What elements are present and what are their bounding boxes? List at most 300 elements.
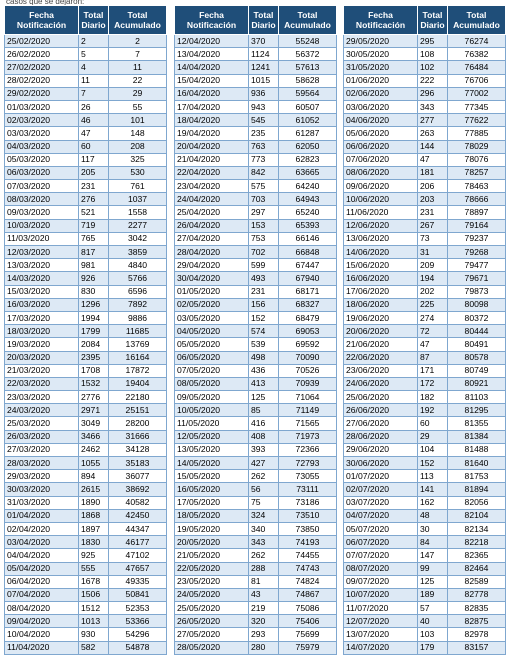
- table-row: [344, 457, 506, 470]
- date-cell: 09/03/2020: [5, 206, 79, 219]
- date-cell: 02/07/2020: [344, 483, 418, 496]
- daily-total-cell: 1055: [79, 457, 109, 470]
- daily-total-cell: 231: [249, 285, 279, 298]
- table-row: [5, 298, 167, 311]
- daily-total-cell: 26: [79, 100, 109, 113]
- date-cell: 05/03/2020: [5, 153, 79, 166]
- cumulative-total-cell: 31666: [109, 430, 167, 443]
- date-cell: 20/05/2020: [175, 536, 249, 549]
- table-row: [5, 180, 167, 193]
- date-cell: 26/06/2020: [344, 404, 418, 417]
- table-row: [344, 575, 506, 588]
- cases-table-1: [4, 5, 167, 655]
- cumulative-total-cell: 19404: [109, 377, 167, 390]
- cumulative-total-cell: 42450: [109, 509, 167, 522]
- table-row: [344, 193, 506, 206]
- daily-total-cell: 203: [418, 193, 448, 206]
- table-row: [5, 351, 167, 364]
- date-cell: 28/05/2020: [175, 641, 249, 654]
- cumulative-total-cell: 78897: [448, 206, 506, 219]
- daily-total-cell: 152: [418, 457, 448, 470]
- date-cell: 11/07/2020: [344, 602, 418, 615]
- table-row: [5, 114, 167, 127]
- daily-total-cell: 763: [249, 140, 279, 153]
- daily-total-cell: 225: [418, 298, 448, 311]
- cumulative-total-cell: 6596: [109, 285, 167, 298]
- date-cell: 01/06/2020: [344, 74, 418, 87]
- date-cell: 13/06/2020: [344, 232, 418, 245]
- cumulative-total-cell: 46177: [109, 536, 167, 549]
- cumulative-total-cell: 82589: [448, 575, 506, 588]
- cumulative-total-cell: 79237: [448, 232, 506, 245]
- daily-total-cell: 288: [249, 562, 279, 575]
- cumulative-total-cell: 9886: [109, 311, 167, 324]
- table-row: [175, 430, 337, 443]
- date-cell: 03/07/2020: [344, 496, 418, 509]
- cumulative-total-cell: 69592: [279, 338, 337, 351]
- table-row: [5, 325, 167, 338]
- table-row: [175, 127, 337, 140]
- cumulative-total-cell: 50841: [109, 588, 167, 601]
- date-cell: 15/03/2020: [5, 285, 79, 298]
- daily-total-cell: 48: [418, 509, 448, 522]
- cumulative-total-cell: 81355: [448, 417, 506, 430]
- cumulative-total-cell: 66848: [279, 246, 337, 259]
- table-row: [344, 206, 506, 219]
- date-cell: 16/03/2020: [5, 298, 79, 311]
- cumulative-total-cell: 82104: [448, 509, 506, 522]
- daily-total-cell: 46: [79, 114, 109, 127]
- date-cell: 15/06/2020: [344, 259, 418, 272]
- table-row: [5, 259, 167, 272]
- cumulative-total-cell: 101: [109, 114, 167, 127]
- cumulative-total-cell: 82134: [448, 522, 506, 535]
- cumulative-total-cell: 70939: [279, 377, 337, 390]
- daily-total-cell: 493: [249, 272, 279, 285]
- table-row: [344, 509, 506, 522]
- daily-total-cell: 3466: [79, 430, 109, 443]
- cumulative-total-cell: 78463: [448, 180, 506, 193]
- daily-total-cell: 141: [418, 483, 448, 496]
- table-row: [5, 246, 167, 259]
- cumulative-total-cell: 49335: [109, 575, 167, 588]
- daily-total-cell: 280: [249, 641, 279, 654]
- date-cell: 30/06/2020: [344, 457, 418, 470]
- date-cell: 29/02/2020: [5, 87, 79, 100]
- table-row: [5, 628, 167, 641]
- daily-total-cell: 5: [79, 48, 109, 61]
- daily-total-cell: 894: [79, 470, 109, 483]
- cumulative-total-cell: 68171: [279, 285, 337, 298]
- date-cell: 13/03/2020: [5, 259, 79, 272]
- date-cell: 22/04/2020: [175, 166, 249, 179]
- daily-total-cell: 1512: [79, 602, 109, 615]
- daily-total-cell: 43: [249, 588, 279, 601]
- table-row: [5, 127, 167, 140]
- daily-total-cell: 539: [249, 338, 279, 351]
- table-row: [175, 509, 337, 522]
- cumulative-total-cell: 44347: [109, 522, 167, 535]
- daily-total-cell: 231: [79, 180, 109, 193]
- table-row: [344, 153, 506, 166]
- cumulative-total-cell: 55: [109, 100, 167, 113]
- cumulative-total-cell: 13769: [109, 338, 167, 351]
- date-cell: 08/05/2020: [175, 377, 249, 390]
- table-row: [5, 48, 167, 61]
- daily-total-cell: 222: [418, 74, 448, 87]
- date-cell: 22/05/2020: [175, 562, 249, 575]
- date-cell: 17/05/2020: [175, 496, 249, 509]
- daily-total-cell: 29: [418, 430, 448, 443]
- daily-total-cell: 87: [418, 351, 448, 364]
- cumulative-total-cell: 79671: [448, 272, 506, 285]
- table-row: [344, 443, 506, 456]
- table-row: [175, 153, 337, 166]
- table-row: [344, 338, 506, 351]
- daily-total-cell: 599: [249, 259, 279, 272]
- cumulative-total-cell: 62823: [279, 153, 337, 166]
- date-cell: 27/02/2020: [5, 61, 79, 74]
- daily-total-cell: 262: [249, 470, 279, 483]
- date-cell: 14/05/2020: [175, 457, 249, 470]
- date-cell: 25/03/2020: [5, 417, 79, 430]
- table-row: [344, 285, 506, 298]
- daily-total-cell: 277: [418, 114, 448, 127]
- table-row: [344, 219, 506, 232]
- date-cell: 23/06/2020: [344, 364, 418, 377]
- date-cell: 04/04/2020: [5, 549, 79, 562]
- cumulative-total-cell: 83157: [448, 641, 506, 654]
- cumulative-total-cell: 64240: [279, 180, 337, 193]
- table-row: [175, 100, 337, 113]
- cumulative-total-cell: 69053: [279, 325, 337, 338]
- table-row: [5, 338, 167, 351]
- table-row: [175, 496, 337, 509]
- daily-total-cell: 47: [418, 153, 448, 166]
- table-row: [344, 628, 506, 641]
- date-cell: 11/06/2020: [344, 206, 418, 219]
- table-row: [175, 298, 337, 311]
- date-cell: 12/06/2020: [344, 219, 418, 232]
- date-cell: 01/07/2020: [344, 470, 418, 483]
- table-row: [344, 61, 506, 74]
- cumulative-total-cell: 78257: [448, 166, 506, 179]
- date-cell: 09/06/2020: [344, 180, 418, 193]
- date-cell: 16/04/2020: [175, 87, 249, 100]
- date-cell: 19/04/2020: [175, 127, 249, 140]
- date-cell: 23/05/2020: [175, 575, 249, 588]
- cumulative-total-cell: 56372: [279, 48, 337, 61]
- daily-total-cell: 231: [418, 206, 448, 219]
- table-row: [344, 391, 506, 404]
- cumulative-total-cell: 325: [109, 153, 167, 166]
- cumulative-total-cell: 74867: [279, 588, 337, 601]
- table-row: [5, 166, 167, 179]
- table-row: [175, 377, 337, 390]
- cumulative-total-cell: 25151: [109, 404, 167, 417]
- cumulative-total-cell: 80372: [448, 311, 506, 324]
- date-cell: 03/06/2020: [344, 100, 418, 113]
- date-cell: 04/07/2020: [344, 509, 418, 522]
- date-cell: 31/03/2020: [5, 496, 79, 509]
- daily-total-cell: 81: [249, 575, 279, 588]
- cumulative-total-cell: 73510: [279, 509, 337, 522]
- date-cell: 28/02/2020: [5, 74, 79, 87]
- table-row: [5, 522, 167, 535]
- daily-total-cell: 2615: [79, 483, 109, 496]
- table-row: [344, 35, 506, 48]
- cumulative-total-cell: 62050: [279, 140, 337, 153]
- table-row: [5, 193, 167, 206]
- header-fecha-notificacion: Fecha Notificación: [5, 6, 79, 35]
- table-row: [175, 404, 337, 417]
- table-row: [344, 87, 506, 100]
- daily-total-cell: 574: [249, 325, 279, 338]
- daily-total-cell: 162: [418, 496, 448, 509]
- daily-total-cell: 1678: [79, 575, 109, 588]
- table-row: [344, 74, 506, 87]
- cumulative-total-cell: 530: [109, 166, 167, 179]
- cumulative-total-cell: 11685: [109, 325, 167, 338]
- table-row: [344, 311, 506, 324]
- date-cell: 10/03/2020: [5, 219, 79, 232]
- cumulative-total-cell: 38692: [109, 483, 167, 496]
- table-row: [175, 232, 337, 245]
- cumulative-total-cell: 80921: [448, 377, 506, 390]
- daily-total-cell: 189: [418, 588, 448, 601]
- table-row: [175, 180, 337, 193]
- header-total-acumulado: Total Acumulado: [109, 6, 167, 35]
- date-cell: 19/05/2020: [175, 522, 249, 535]
- daily-total-cell: 925: [79, 549, 109, 562]
- daily-total-cell: 73: [418, 232, 448, 245]
- daily-total-cell: 830: [79, 285, 109, 298]
- daily-total-cell: 1532: [79, 377, 109, 390]
- cumulative-total-cell: 82056: [448, 496, 506, 509]
- date-cell: 02/06/2020: [344, 87, 418, 100]
- date-cell: 27/05/2020: [175, 628, 249, 641]
- date-cell: 02/04/2020: [5, 522, 79, 535]
- cumulative-total-cell: 82218: [448, 536, 506, 549]
- daily-total-cell: 416: [249, 417, 279, 430]
- caption-text: casos que se dejaron:: [6, 0, 85, 6]
- table-row: [175, 417, 337, 430]
- daily-total-cell: 1994: [79, 311, 109, 324]
- daily-total-cell: 343: [418, 100, 448, 113]
- table-row: [344, 641, 506, 654]
- cumulative-total-cell: 79268: [448, 246, 506, 259]
- table-row: [344, 496, 506, 509]
- cumulative-total-cell: 29: [109, 87, 167, 100]
- cumulative-total-cell: 81384: [448, 430, 506, 443]
- cumulative-total-cell: 72366: [279, 443, 337, 456]
- daily-total-cell: 719: [79, 219, 109, 232]
- daily-total-cell: 936: [249, 87, 279, 100]
- cumulative-total-cell: 74824: [279, 575, 337, 588]
- cumulative-total-cell: 28200: [109, 417, 167, 430]
- table-row: [344, 615, 506, 628]
- table-row: [5, 417, 167, 430]
- date-cell: 14/03/2020: [5, 272, 79, 285]
- date-cell: 15/04/2020: [175, 74, 249, 87]
- cumulative-total-cell: 1037: [109, 193, 167, 206]
- daily-total-cell: 1013: [79, 615, 109, 628]
- daily-total-cell: 125: [418, 575, 448, 588]
- daily-total-cell: 1799: [79, 325, 109, 338]
- daily-total-cell: 296: [418, 87, 448, 100]
- cumulative-total-cell: 47657: [109, 562, 167, 575]
- cumulative-total-cell: 71149: [279, 404, 337, 417]
- daily-total-cell: 274: [418, 311, 448, 324]
- cumulative-total-cell: 81753: [448, 470, 506, 483]
- date-cell: 24/06/2020: [344, 377, 418, 390]
- daily-total-cell: 206: [418, 180, 448, 193]
- cumulative-total-cell: 3042: [109, 232, 167, 245]
- date-cell: 09/07/2020: [344, 575, 418, 588]
- date-cell: 16/05/2020: [175, 483, 249, 496]
- table-row: [5, 615, 167, 628]
- date-cell: 08/07/2020: [344, 562, 418, 575]
- cumulative-total-cell: 53366: [109, 615, 167, 628]
- table-header-row: [175, 6, 337, 35]
- daily-total-cell: 703: [249, 193, 279, 206]
- date-cell: 23/03/2020: [5, 391, 79, 404]
- daily-total-cell: 57: [418, 602, 448, 615]
- date-cell: 23/04/2020: [175, 180, 249, 193]
- date-cell: 20/03/2020: [5, 351, 79, 364]
- date-cell: 12/03/2020: [5, 246, 79, 259]
- table-body: [344, 35, 506, 655]
- date-cell: 03/05/2020: [175, 311, 249, 324]
- date-cell: 06/04/2020: [5, 575, 79, 588]
- daily-total-cell: 102: [418, 61, 448, 74]
- daily-total-cell: 1890: [79, 496, 109, 509]
- cumulative-total-cell: 73850: [279, 522, 337, 535]
- table-row: [175, 443, 337, 456]
- cumulative-total-cell: 79477: [448, 259, 506, 272]
- header-total-acumulado: Total Acumulado: [448, 6, 506, 35]
- daily-total-cell: 1296: [79, 298, 109, 311]
- table-row: [5, 100, 167, 113]
- cumulative-total-cell: 81103: [448, 391, 506, 404]
- table-row: [5, 588, 167, 601]
- cumulative-total-cell: 1558: [109, 206, 167, 219]
- date-cell: 10/05/2020: [175, 404, 249, 417]
- date-cell: 29/06/2020: [344, 443, 418, 456]
- cases-table-2: [174, 5, 337, 655]
- cumulative-total-cell: 68327: [279, 298, 337, 311]
- cumulative-total-cell: 80578: [448, 351, 506, 364]
- table-row: [5, 74, 167, 87]
- date-cell: 14/04/2020: [175, 61, 249, 74]
- table-row: [344, 246, 506, 259]
- cumulative-total-cell: 59564: [279, 87, 337, 100]
- cumulative-total-cell: 16164: [109, 351, 167, 364]
- date-cell: 13/04/2020: [175, 48, 249, 61]
- table-row: [175, 272, 337, 285]
- header-total-diario: Total Diario: [79, 6, 109, 35]
- daily-total-cell: 773: [249, 153, 279, 166]
- table-row: [175, 219, 337, 232]
- cumulative-total-cell: 17872: [109, 364, 167, 377]
- cumulative-total-cell: 35183: [109, 457, 167, 470]
- header-total-diario: Total Diario: [249, 6, 279, 35]
- date-cell: 17/06/2020: [344, 285, 418, 298]
- date-cell: 26/03/2020: [5, 430, 79, 443]
- daily-total-cell: 235: [249, 127, 279, 140]
- table-row: [344, 522, 506, 535]
- date-cell: 08/03/2020: [5, 193, 79, 206]
- cumulative-total-cell: 82835: [448, 602, 506, 615]
- daily-total-cell: 930: [79, 628, 109, 641]
- table-row: [344, 166, 506, 179]
- date-cell: 24/05/2020: [175, 588, 249, 601]
- date-cell: 13/07/2020: [344, 628, 418, 641]
- date-cell: 06/03/2020: [5, 166, 79, 179]
- date-cell: 28/06/2020: [344, 430, 418, 443]
- cumulative-total-cell: 64943: [279, 193, 337, 206]
- date-cell: 06/06/2020: [344, 140, 418, 153]
- cumulative-total-cell: 74193: [279, 536, 337, 549]
- daily-total-cell: 144: [418, 140, 448, 153]
- table-row: [344, 536, 506, 549]
- table-row: [175, 391, 337, 404]
- cumulative-total-cell: 761: [109, 180, 167, 193]
- table-row: [5, 285, 167, 298]
- table-row: [5, 430, 167, 443]
- table-row: [175, 562, 337, 575]
- cumulative-total-cell: 81640: [448, 457, 506, 470]
- daily-total-cell: 40: [418, 615, 448, 628]
- daily-total-cell: 1506: [79, 588, 109, 601]
- date-cell: 18/05/2020: [175, 509, 249, 522]
- daily-total-cell: 60: [79, 140, 109, 153]
- cumulative-total-cell: 79873: [448, 285, 506, 298]
- cumulative-total-cell: 78666: [448, 193, 506, 206]
- date-cell: 25/04/2020: [175, 206, 249, 219]
- table-row: [5, 35, 167, 48]
- daily-total-cell: 30: [418, 522, 448, 535]
- daily-total-cell: 393: [249, 443, 279, 456]
- daily-total-cell: 765: [79, 232, 109, 245]
- daily-total-cell: 1241: [249, 61, 279, 74]
- daily-total-cell: 103: [418, 628, 448, 641]
- date-cell: 18/03/2020: [5, 325, 79, 338]
- table-row: [175, 311, 337, 324]
- table-row: [344, 298, 506, 311]
- table-row: [5, 536, 167, 549]
- cumulative-total-cell: 2277: [109, 219, 167, 232]
- daily-total-cell: 943: [249, 100, 279, 113]
- daily-total-cell: 205: [79, 166, 109, 179]
- table-row: [175, 522, 337, 535]
- date-cell: 07/03/2020: [5, 180, 79, 193]
- table-row: [5, 140, 167, 153]
- date-cell: 17/04/2020: [175, 100, 249, 113]
- table-row: [175, 615, 337, 628]
- table-row: [344, 351, 506, 364]
- table-row: [175, 285, 337, 298]
- cases-table-3: [343, 5, 506, 655]
- cumulative-total-cell: 76706: [448, 74, 506, 87]
- daily-total-cell: 156: [249, 298, 279, 311]
- daily-total-cell: 413: [249, 377, 279, 390]
- cumulative-total-cell: 76484: [448, 61, 506, 74]
- cumulative-total-cell: 57613: [279, 61, 337, 74]
- table-row: [344, 232, 506, 245]
- date-cell: 25/05/2020: [175, 602, 249, 615]
- date-cell: 01/03/2020: [5, 100, 79, 113]
